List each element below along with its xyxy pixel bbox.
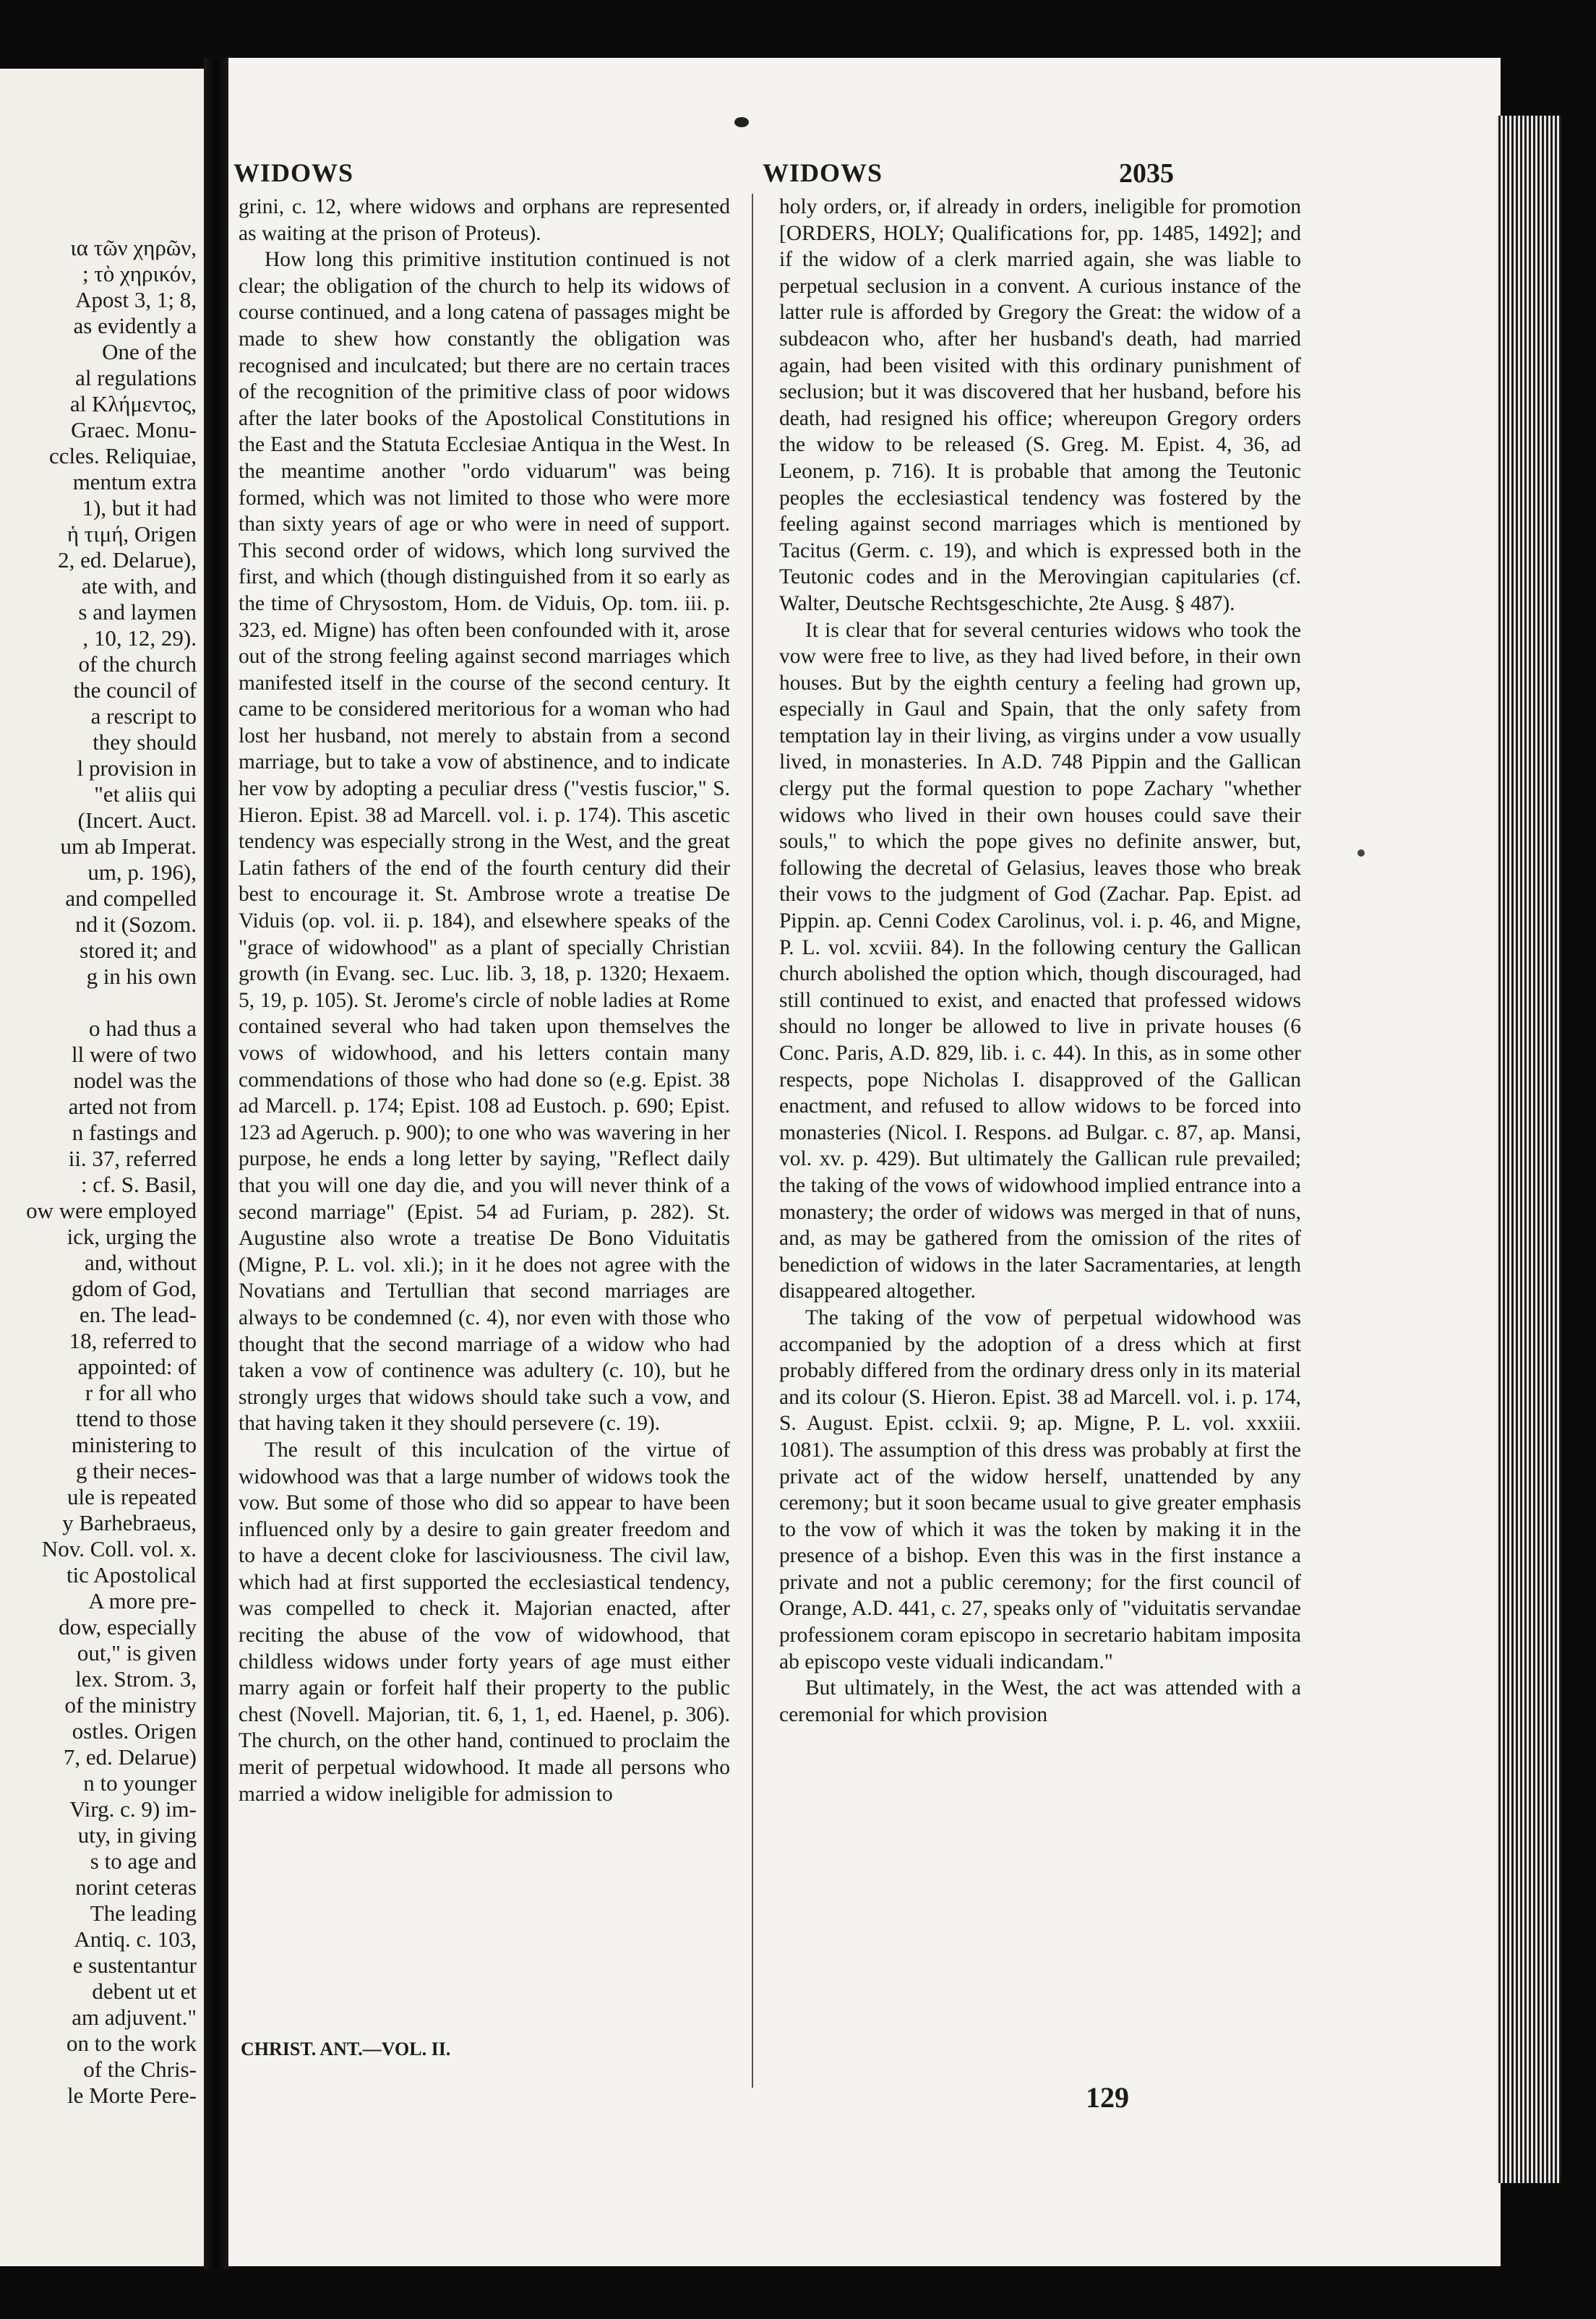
- previous-page-line: ll were of two: [71, 1042, 197, 1067]
- previous-page-line: l provision in: [77, 755, 197, 781]
- previous-page-line: e sustentantur: [72, 1952, 197, 1978]
- previous-page-line: tic Apostolical: [66, 1562, 197, 1587]
- previous-page-line: al Κλήμεντος,: [69, 391, 197, 416]
- previous-page-line: stored it; and: [80, 938, 197, 963]
- previous-page-line: s and laymen: [78, 599, 197, 625]
- previous-page-line: they should: [93, 729, 197, 755]
- previous-page-line: One of the: [102, 339, 197, 364]
- previous-page-line: of the ministry: [64, 1692, 197, 1718]
- previous-page-line: the council of: [73, 677, 197, 703]
- page-mark: [734, 117, 749, 127]
- previous-page-line: [0, 990, 197, 1016]
- previous-page-line: Nov. Coll. vol. x.: [41, 1536, 197, 1561]
- previous-page-line: ow were employed: [26, 1198, 197, 1223]
- previous-page-line: debent ut et: [92, 1979, 197, 2004]
- book-gutter: [204, 58, 228, 2270]
- previous-page-line: o had thus a: [89, 1016, 197, 1041]
- previous-page-line: ii. 37, referred: [68, 1146, 197, 1171]
- previous-page-line: as evidently a: [73, 313, 197, 338]
- previous-page-line: 1), but it had: [82, 495, 197, 520]
- previous-page-line: n to younger: [83, 1770, 197, 1796]
- previous-page-line: 7, ed. Delarue): [63, 1744, 197, 1770]
- previous-page-line: (Incert. Auct.: [77, 807, 197, 833]
- footer-volume: CHRIST. ANT.—VOL. II.: [241, 2039, 451, 2059]
- previous-page-line: and compelled: [65, 886, 197, 911]
- previous-page: [0, 69, 204, 2266]
- previous-page-line: g their neces-: [76, 1458, 197, 1483]
- previous-page-line: norint ceteras: [75, 1874, 197, 1900]
- previous-page-line: ἡ τιμή, Origen: [66, 521, 197, 546]
- previous-page-line: out," is given: [77, 1640, 197, 1666]
- left-column: [239, 194, 730, 1807]
- previous-page-line: nodel was the: [73, 1068, 197, 1093]
- previous-page-line: g in his own: [86, 964, 197, 989]
- previous-page-line: gdom of God,: [71, 1276, 197, 1301]
- previous-page-line: Graec. Monu-: [71, 417, 197, 442]
- previous-page-line: y Barhebraeus,: [62, 1510, 197, 1535]
- previous-page-text: [0, 235, 197, 2109]
- running-head-right: WIDOWS: [763, 158, 883, 187]
- previous-page-line: and, without: [85, 1250, 197, 1275]
- previous-page-line: "et aliis qui: [94, 781, 197, 807]
- previous-page-line: of the Chris-: [83, 2057, 197, 2082]
- paragraph: holy orders, or, if already in orders, ineligible for promotion [ORDERS, HOLY; Qualifications for, pp. 1485, 1492]; and if the widow of a clerk married again, she was liable to perpetual seclusion in a convent. A curious instance of the latter rule is afforded by Gregory the Great: the widow of a subdeacon who, after her husband's death, had married again, had been visited with this ordinary punishment of seclusion; but it was discovered that her husband, before his death, had resigned his office; whereupon Gregory orders the widow to be released (S. Greg. M. Epist. 4, 36, ad Leonem, p. 716). It is probable that among the Teutonic peoples the ecclesiastical tendency was fostered by the feeling against second marriages which is mentioned by Tacitus (Germ. c. 19), and which is expressed both in the Teutonic codes and in the Merovingian capitularies (cf. Walter, Deutsche Rechtsgeschichte, 2te Ausg. § 487).: [779, 195, 1301, 615]
- previous-page-line: ttend to those: [75, 1406, 197, 1431]
- previous-page-line: ccles. Reliquiae,: [49, 443, 197, 468]
- previous-page-line: le Morte Pere-: [66, 2083, 197, 2108]
- previous-page-line: dow, especially: [59, 1614, 197, 1639]
- paragraph: The taking of the vow of perpetual widowhood was accompanied by the adoption of a dress which at first probably differed from the ordinary dress only in its material and its colour (S. Hieron. Epist. 38 ad Marcell. vol. i. p. 174, S. August. Epist. cclxii. 9; ap. Migne, P. L. vol. xxxiii. 1081). The assumption of this dress was probably at first the private act of the widow herself, unattended by any ceremony; but it soon became usual to give greater emphasis to the vow of which it was the token by making it in the presence of a bishop. Even this was in the first instance a private and not a public ceremony; for the first council of Orange, A.D. 441, c. 27, speaks only of "viduitatis servandae professionem coram episcopo in secretario habitam imposita ab episcopo veste viduali indicandam.": [779, 1306, 1301, 1673]
- previous-page-line: 18, referred to: [69, 1328, 197, 1353]
- page-number: 2035: [1119, 158, 1174, 189]
- previous-page-line: Apost 3, 1; 8,: [75, 287, 197, 312]
- previous-page-line: n fastings and: [72, 1120, 197, 1145]
- previous-page-line: on to the work: [66, 2031, 197, 2056]
- previous-page-line: lex. Strom. 3,: [75, 1666, 197, 1692]
- previous-page-line: am adjuvent.": [72, 2005, 197, 2030]
- previous-page-line: um ab Imperat.: [60, 833, 197, 859]
- previous-page-line: r for all who: [85, 1380, 197, 1405]
- previous-page-line: ostles. Origen: [72, 1718, 197, 1744]
- previous-page-line: Antiq. c. 103,: [74, 1926, 197, 1952]
- signature-number: 129: [1086, 2081, 1129, 2114]
- previous-page-line: ule is repeated: [66, 1484, 197, 1509]
- previous-page-line: The leading: [90, 1900, 197, 1926]
- previous-page-line: al regulations: [75, 365, 197, 390]
- previous-page-line: of the church: [78, 651, 197, 677]
- column-rule: [752, 194, 753, 2088]
- previous-page-line: Virg. c. 9) im-: [69, 1796, 197, 1822]
- previous-page-line: uty, in giving: [77, 1822, 197, 1848]
- previous-page-line: A more pre-: [88, 1588, 197, 1613]
- previous-page-line: nd it (Sozom.: [75, 912, 197, 937]
- previous-page-line: ate with, and: [81, 573, 197, 599]
- paragraph: It is clear that for several centuries widows who took the vow were free to live, as they had lived before, in their own houses. But by the eighth century a feeling had grown up, especially in Gaul and Spain, that the only safety from temptation lay in their living, as virgins under a vow usually lived, in monasteries. In A.D. 748 Pippin and the Gallican clergy put the formal question to pope Zachary "whether widows who lived in their own houses could save their souls," to which the pope gives no definite answer, but, following the decretal of Gelasius, leaves those who break their vows to the judgment of God (Zachar. Pap. Epist. ad Pippin. ap. Cenni Codex Carolinus, vol. i. p. 46, and Migne, P. L. vol. xcviii. 84). In the following century the Gallican church abolished the option which, though discouraged, had still continued to exist, and enacted that professed widows should no longer be allowed to live in private houses (6 Conc. Paris, A.D. 829, lib. i. c. 44). In this, as in some other respects, pope Nicholas I. disapproved of the Gallican enactment, and refused to allow widows to be forced into monasteries (Nicol. I. Respons. ad Bulgar. c. 87, ap. Mansi, vol. xv. p. 429). But ultimately the Gallican rule prevailed; the taking of the vows of widowhood implied entrance into a monastery; the order of widows was merged in that of nuns, and, as may be gathered from the omission of the rites of benediction of widows in the later Sacramentaries, at length disappeared altogether.: [779, 618, 1301, 1303]
- paragraph: grini, c. 12, where widows and orphans are represented as waiting at the prison of Proteus).: [239, 195, 730, 245]
- paragraph: But ultimately, in the West, the act was attended with a ceremonial for which provision: [779, 1676, 1301, 1726]
- page-edges: [1496, 116, 1561, 2183]
- previous-page-line: ; τὸ χηρικόν,: [82, 261, 197, 286]
- previous-page-line: ick, urging the: [66, 1224, 197, 1249]
- previous-page-line: appointed: of: [77, 1354, 197, 1379]
- previous-page-line: 2, ed. Delarue),: [58, 547, 197, 573]
- ink-spot: [1357, 849, 1365, 857]
- right-column: [779, 194, 1301, 1728]
- previous-page-line: a rescript to: [90, 703, 197, 729]
- previous-page-line: mentum extra: [72, 469, 197, 494]
- paragraph: How long this primitive institution continued is not clear; the obligation of the church to help its widows of course continued, and a long catena of passages might be made to shew how constantly the obligation was recognised and inculcated; but there are no certain traces of the recognition of the primitive class of poor widows after the later books of the Apostolical Constitutions in the East and the Statuta Ecclesiae Antiqua in the West. In the meantime another "ordo viduarum" was being formed, which was not limited to those who were more than sixty years of age or who were in need of support. This second order of widows, which long survived the first, and which (though distinguished from it so early as the time of Chrysostom, Hom. de Viduis, Op. tom. iii. p. 323, ed. Migne) has often been confounded with it, arose out of the strong feeling against second marriages which manifested itself in the course of the second century. It came to be considered meritorious for a woman who had lost her husband, not merely to abstain from a second marriage, but to take a vow of abstinence, and to indicate her vow by adopting a peculiar dress ("vestis fuscior," S. Hieron. Epist. 38 ad Marcell. vol. i. p. 174). This ascetic tendency was especially strong in the West, and the great Latin fathers of the end of the fourth century did their best to encourage it. St. Ambrose wrote a treatise De Viduis (op. vol. ii. p. 184), and elsewhere speaks of the "grace of widowhood" as a plant of specially Christian growth (in Evang. sec. Luc. lib. 3, 18, p. 1320; Hexaem. 5, 19, p. 105). St. Jerome's circle of noble ladies at Rome contained several who had taken upon themselves the vows of widowhood, and his letters contain many commendations of those who had done so (e.g. Epist. 38 ad Marcell. p. 174; Epist. 108 ad Eustoch. p. 690; Epist. 123 ad Ageruch. p. 900); to one who was wavering in her purpose, he ends a long letter by saying, "Reflect daily that you will one day die, and you will never think of a second marriage" (Epist. 54 ad Furiam, p. 282). St. Augustine also wrote a treatise De Bono Viduitatis (Migne, P. L. vol. xli.); in it he does not agree with the Novatians and Tertullian that second marriages are always to be condemned (c. 4), nor even with those who thought that the second marriage of a widow who had taken a vow of continence was adultery (c. 10), but he strongly urges that widows should take such a vow, and that having taken it they should persevere (c. 19).: [239, 248, 730, 1436]
- previous-page-line: : cf. S. Basil,: [80, 1172, 197, 1197]
- running-head-left: WIDOWS: [233, 158, 354, 187]
- previous-page-line: s to age and: [90, 1848, 197, 1874]
- paragraph: The result of this inculcation of the virtue of widowhood was that a large number of widows took the vow. But some of those who did so appear to have been influenced only by a desire to gain greater freedom and to have a decent cloke for lasciviousness. The civil law, which had at first supported the ecclesiastical tendency, was compelled to check it. Majorian enacted, after reciting the abuse of the vow of widowhood, that childless widows under forty years of age must either marry again or forfeit half their property to the public chest (Novell. Majorian, tit. 6, 1, 1, ed. Haenel, p. 306). The church, on the other hand, continued to proclaim the merit of perpetual widowhood. It made all persons who married a widow ineligible for admission to: [239, 1438, 730, 1806]
- previous-page-line: um, p. 196),: [87, 860, 197, 885]
- previous-page-line: ια τῶν χηρῶν,: [70, 235, 197, 260]
- previous-page-line: ministering to: [71, 1432, 197, 1457]
- previous-page-line: en. The lead-: [79, 1302, 197, 1327]
- previous-page-line: , 10, 12, 29).: [82, 625, 197, 651]
- previous-page-line: arted not from: [68, 1094, 197, 1119]
